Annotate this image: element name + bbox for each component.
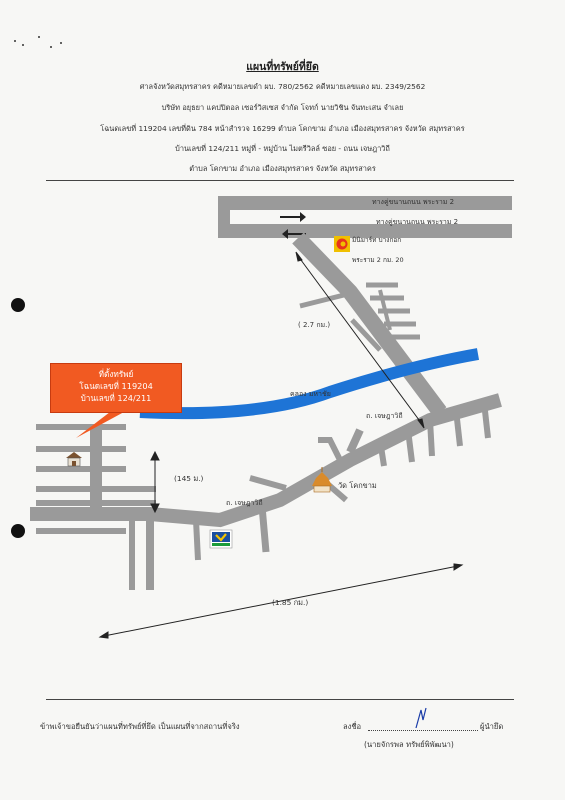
sign-label: ลงชื่อ: [343, 722, 362, 731]
signature-line: [368, 730, 478, 731]
distance-label-vertical: ( 2.7 กม.): [298, 321, 331, 329]
house-icon: [66, 452, 82, 466]
callout-title: ที่ตั้งทรัพย์: [98, 369, 134, 379]
role-label: ผู้นำยึด: [480, 722, 504, 731]
road-label-rama2-top: ทางคู่ขนานถนน พระราม 2: [372, 198, 455, 206]
district-line: ตำบล โคกขาม อำเภอ เมืองสมุทรสาคร จังหวัด สมุทรสาคร: [189, 164, 376, 173]
confirmation-statement: ข้าพเจ้าขอยืนยันว่าแผนที่ทรัพย์ที่ยึด เป็นแผนที่จากสถานที่จริง: [40, 722, 240, 731]
signature-mark: [412, 706, 432, 730]
road-rama2: [218, 196, 512, 238]
distance-label-long: (1.85 กม.): [272, 598, 309, 607]
bottom-rule: [46, 699, 514, 700]
minimart-name: มินิมาร์ท บางกอก: [352, 236, 402, 244]
distance-label-short: (145 ม.): [174, 474, 204, 483]
parties-line: บริษัท อยุธยา แคปปิตอล เซอร์วิสเซส จำกัด โจทก์ นายวิชิน จันทะเสน จำเลย: [161, 103, 404, 112]
jetsada-store-logo-icon: [210, 530, 232, 548]
case-line: ศาลจังหวัดสมุทรสาคร คดีหมายเลขดำ ผบ. 780/2562 คดีหมายเลขแดง ผบ. 2349/2562: [139, 82, 426, 91]
road-label-jetsada-right: ถ. เจษฎาวิถี: [366, 412, 403, 420]
callout-house-number: บ้านเลขที่ 124/211: [80, 393, 152, 403]
callout-deed: โฉนดเลขที่ 119204: [79, 381, 153, 391]
deed-line: โฉนดเลขที่ 119204 เลขที่ดิน 784 หน้าสำรวจ 16299 ตำบล โคกขาม อำเภอ เมืองสมุทรสาคร จังหวัด สมุทรสาคร: [100, 124, 465, 133]
address-line: บ้านเลขที่ 124/211 หมู่ที่ - หมู่บ้าน ไมตรีวิลล์ ซอย - ถนน เจษฎาวิถี: [175, 144, 390, 153]
canal-label: คลอง มหาชัย: [290, 390, 331, 398]
minimart-location: พระราม 2 กม. 20: [352, 256, 404, 264]
signer-name: (นายจักรพล ทรัพย์พิพัฒนา): [364, 740, 454, 749]
store-logo-icon: [334, 236, 350, 252]
temple-label: วัด โคกขาม: [338, 481, 377, 490]
map-title: แผนที่ทรัพย์ที่ยึด: [246, 61, 319, 73]
road-label-jetsada-left: ถ. เจษฎาวิถี: [226, 499, 263, 507]
property-callout: [50, 363, 182, 413]
road-label-rama2-bottom: ทางคู่ขนานถนน พระราม 2: [376, 218, 459, 226]
